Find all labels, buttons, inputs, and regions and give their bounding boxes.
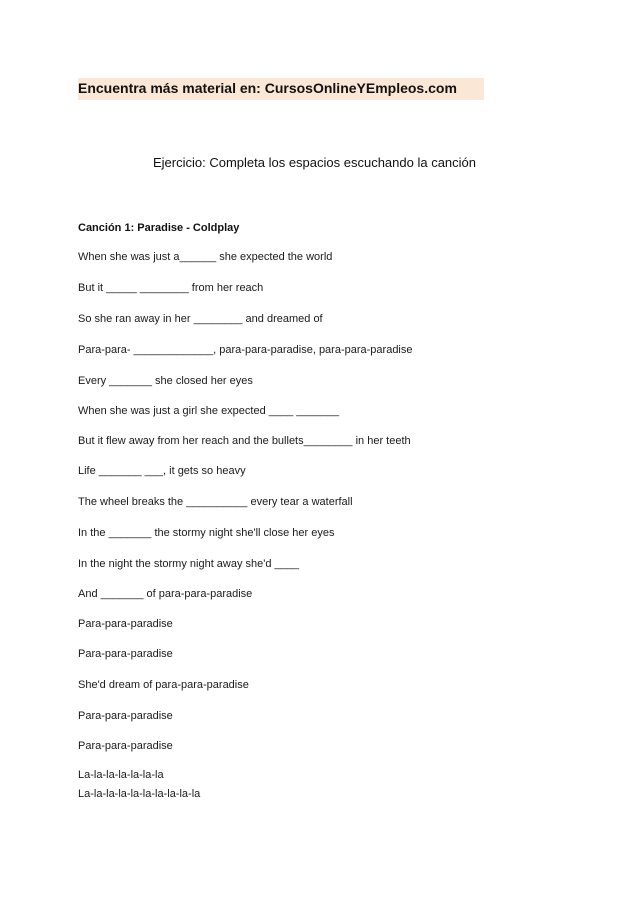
- lyric-line-16: Para-para-paradise: [78, 710, 173, 722]
- lyric-line-7: But it flew away from her reach and the bullets________ in her teeth: [78, 435, 411, 447]
- lyric-line-5: Every _______ she closed her eyes: [78, 375, 253, 387]
- lyric-line-10: In the _______ the stormy night she'll close her eyes: [78, 527, 335, 539]
- lyric-line-6: When she was just a girl she expected ____ _______: [78, 405, 340, 417]
- lyric-line-1: When she was just a______ she expected the world: [78, 251, 333, 263]
- lyric-line-4: Para-para- _____________, para-para-paradise, para-para-paradise: [78, 344, 413, 356]
- lyric-line-2: But it _____ ________ from her reach: [78, 282, 264, 294]
- lyric-line-8: Life _______ ___, it gets so heavy: [78, 465, 246, 477]
- lyric-line-13: Para-para-paradise: [78, 618, 173, 630]
- lyric-line-3: So she ran away in her ________ and dreamed of: [78, 313, 323, 325]
- lyric-line-19: La-la-la-la-la-la-la-la-la-la: [78, 788, 201, 800]
- lyric-line-14: Para-para-paradise: [78, 648, 173, 660]
- lyric-line-11: In the night the stormy night away she'd ____: [78, 558, 300, 570]
- song-title: Canción 1: Paradise - Coldplay: [78, 222, 240, 234]
- lyric-line-12: And _______ of para-para-paradise: [78, 588, 253, 600]
- lyric-line-18: La-la-la-la-la-la-la: [78, 769, 164, 781]
- lyric-line-17: Para-para-paradise: [78, 740, 173, 752]
- banner-title: Encuentra más material en: CursosOnlineYEmpleos.com: [78, 80, 457, 96]
- lyric-line-15: She'd dream of para-para-paradise: [78, 679, 249, 691]
- exercise-instructions: Ejercicio: Completa los espacios escuchando la canción: [153, 155, 477, 170]
- lyric-line-9: The wheel breaks the __________ every tear a waterfall: [78, 496, 353, 508]
